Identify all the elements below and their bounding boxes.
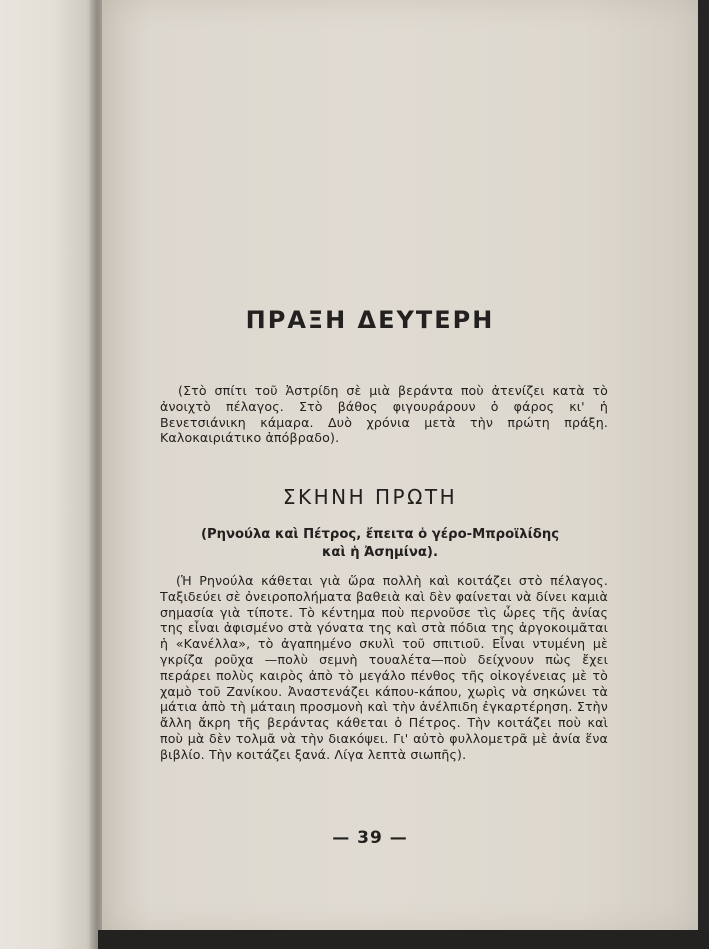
characters-line-1: (Ρηνούλα καὶ Πέτρος, ἔπειτα ὁ γέρο-Μπροϊλίδης: [200, 527, 560, 542]
book-page: [102, 0, 700, 932]
scene-body-text: (Ἡ Ρηνούλα κάθεται γιὰ ὥρα πολλὴ καὶ κοιτάζει στὸ πέλαγος. Ταξιδεύει σὲ ὀνειροπολήματα βαθειὰ καὶ δὲν φαίνεται νὰ δίνει καμιὰ σημασία γιὰ τίποτε. Τὸ κέντημα ποὺ περνοῦσε τὶς ὧρες τῆς ἀνίας της εἶναι ἀφισμένο στὰ γόνατα της καὶ στὰ πόδια της ἀργοκοιμᾶται ἡ «Κανέλλα», τὸ ἀγαπημένο σκυλὶ τοῦ σπιτιοῦ. Εἶναι ντυμένη μὲ γκρίζα ροῦχα —πολὺ σεμνὴ τουαλέτα—ποὺ δείχνουν πὼς ἔχει περάρει πολὺς καιρὸς ἀπὸ τὸ μεγάλο πένθος τῆς οἰκογένειας μὲ τὸ χαμὸ τοῦ Ζανίκου. Ἀναστενάζει κάπου-κάπου, χωρὶς νὰ σηκώνει τὰ μάτια ἀπὸ τὴ μάταιη προσμονὴ καὶ τὴν ἀνέλπιδη ἐγκαρτέρηση. Στὴν ἄλλη ἄκρη τῆς βεράντας κάθεται ὁ Πέτρος. Τὴν κοιτάζει ποὺ καὶ ποὺ μὰ δὲν τολμᾶ νὰ τὴν διακόψει. Γι' αὐτὸ φυλλομετρᾶ μὲ ἀνία ἕνα βιβλίο. Τὴν κοιτάζει ξανά. Λίγα λεπτὰ σιωπῆς).: [160, 573, 608, 762]
left-page-margin: [0, 0, 98, 949]
characters-list: [150, 526, 610, 562]
page-number: — 39 —: [332, 828, 408, 848]
scene-title: ΣΚΗΝΗ ΠΡΩΤΗ: [282, 485, 458, 509]
act-title: ΠΡΑΞΗ ΔΕΥΤΕΡΗ: [245, 306, 495, 334]
page-right-edge: [698, 0, 709, 949]
stage-direction: (Στὸ σπίτι τοῦ Ἀστρίδη σὲ μιὰ βεράντα ποὺ ἀτενίζει κατὰ τὸ ἀνοιχτὸ πέλαγος. Στὸ βάθος φιγουράρουν ὁ φάρος κι' ἡ Βενετσιάνικη κάμαρα. Δυὸ χρόνια μετὰ τὴν πρώτη πράξη. Καλοκαιριάτικο ἀπόβραδο).: [160, 383, 608, 446]
page-bottom-edge: [98, 930, 709, 949]
characters-line-2: καὶ ἡ Ἀσημίνα).: [322, 545, 438, 560]
